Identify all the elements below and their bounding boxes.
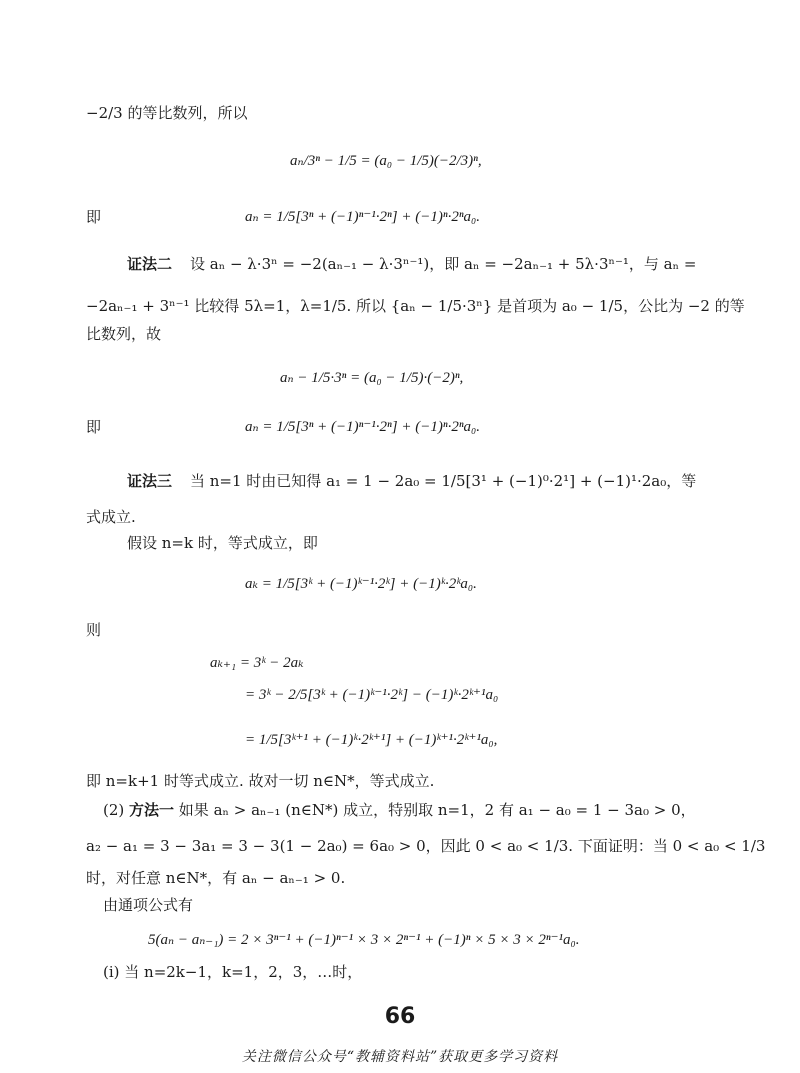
section-heading: 证法二: [127, 255, 173, 273]
text-line: 即: [86, 418, 102, 436]
text-line: 比数列，故: [86, 325, 162, 343]
text-line: [103, 799, 696, 821]
equation: aₖ₊₁ = 3ᵏ − 2aₖ: [210, 655, 304, 671]
text-line: 式成立.: [86, 508, 136, 526]
method-heading: 方法一: [129, 801, 175, 819]
text-line: −2/3 的等比数列，所以: [86, 104, 248, 122]
footer-watermark: 关注微信公众号“教辅资料站”获取更多学习资料: [241, 1049, 559, 1065]
equation: aₙ/3ⁿ − 1/5 = (a₀ − 1/5)(−2/3)ⁿ,: [290, 153, 482, 169]
text-line: 即: [86, 208, 102, 226]
equation: aₙ − 1/5·3ⁿ = (a₀ − 1/5)·(−2)ⁿ,: [280, 370, 464, 386]
text-line: 设 aₙ − λ·3ⁿ = −2(aₙ₋₁ − λ·3ⁿ⁻¹)，即 aₙ = −2aₙ₋₁ + 5λ·3ⁿ⁻¹，与 aₙ =: [190, 255, 697, 273]
text-span: 如果 aₙ > aₙ₋₁ (n∈N*) 成立，特别取 n=1，2 有 a₁ − a₀ = 1 − 3a₀ > 0，: [174, 801, 696, 819]
item-number: (2): [103, 801, 130, 819]
text-line: (ⅰ) 当 n=2k−1，k=1，2，3，…时，: [103, 963, 363, 981]
text-line: 当 n=1 时由已知得 a₁ = 1 − 2a₀ = 1/5[3¹ + (−1)⁰·2¹] + (−1)¹·2a₀，等: [190, 472, 697, 490]
equation: 5(aₙ − aₙ₋₁) = 2 × 3ⁿ⁻¹ + (−1)ⁿ⁻¹ × 3 × 2ⁿ⁻¹ + (−1)ⁿ × 5 × 3 × 2ⁿ⁻¹a₀.: [148, 932, 580, 948]
equation: aₖ = 1/5[3ᵏ + (−1)ᵏ⁻¹·2ᵏ] + (−1)ᵏ·2ᵏa₀.: [245, 576, 477, 592]
section-heading: 证法三: [127, 472, 173, 490]
equation: = 1/5[3ᵏ⁺¹ + (−1)ᵏ·2ᵏ⁺¹] + (−1)ᵏ⁺¹·2ᵏ⁺¹a₀,: [245, 732, 498, 748]
page-number: 66: [384, 1004, 416, 1029]
equation: = 3ᵏ − 2/5[3ᵏ + (−1)ᵏ⁻¹·2ᵏ] − (−1)ᵏ·2ᵏ⁺¹a₀: [245, 687, 499, 703]
text-line: 由通项公式有: [103, 896, 194, 914]
text-line: 则: [86, 621, 102, 639]
equation: aₙ = 1/5[3ⁿ + (−1)ⁿ⁻¹·2ⁿ] + (−1)ⁿ·2ⁿa₀.: [245, 419, 481, 435]
text-line: 假设 n=k 时，等式成立，即: [127, 534, 318, 552]
text-line: 即 n=k+1 时等式成立. 故对一切 n∈N*，等式成立.: [86, 772, 435, 790]
text-line: −2aₙ₋₁ + 3ⁿ⁻¹ 比较得 5λ=1，λ=1/5. 所以 {aₙ − 1/5·3ⁿ} 是首项为 a₀ − 1/5，公比为 −2 的等: [86, 297, 745, 315]
text-line: 时，对任意 n∈N*，有 aₙ − aₙ₋₁ > 0.: [86, 869, 346, 887]
equation: aₙ = 1/5[3ⁿ + (−1)ⁿ⁻¹·2ⁿ] + (−1)ⁿ·2ⁿa₀.: [245, 209, 481, 225]
text-line: a₂ − a₁ = 3 − 3a₁ = 3 − 3(1 − 2a₀) = 6a₀ > 0，因此 0 < a₀ < 1/3. 下面证明：当 0 < a₀ < 1/3: [86, 837, 766, 855]
